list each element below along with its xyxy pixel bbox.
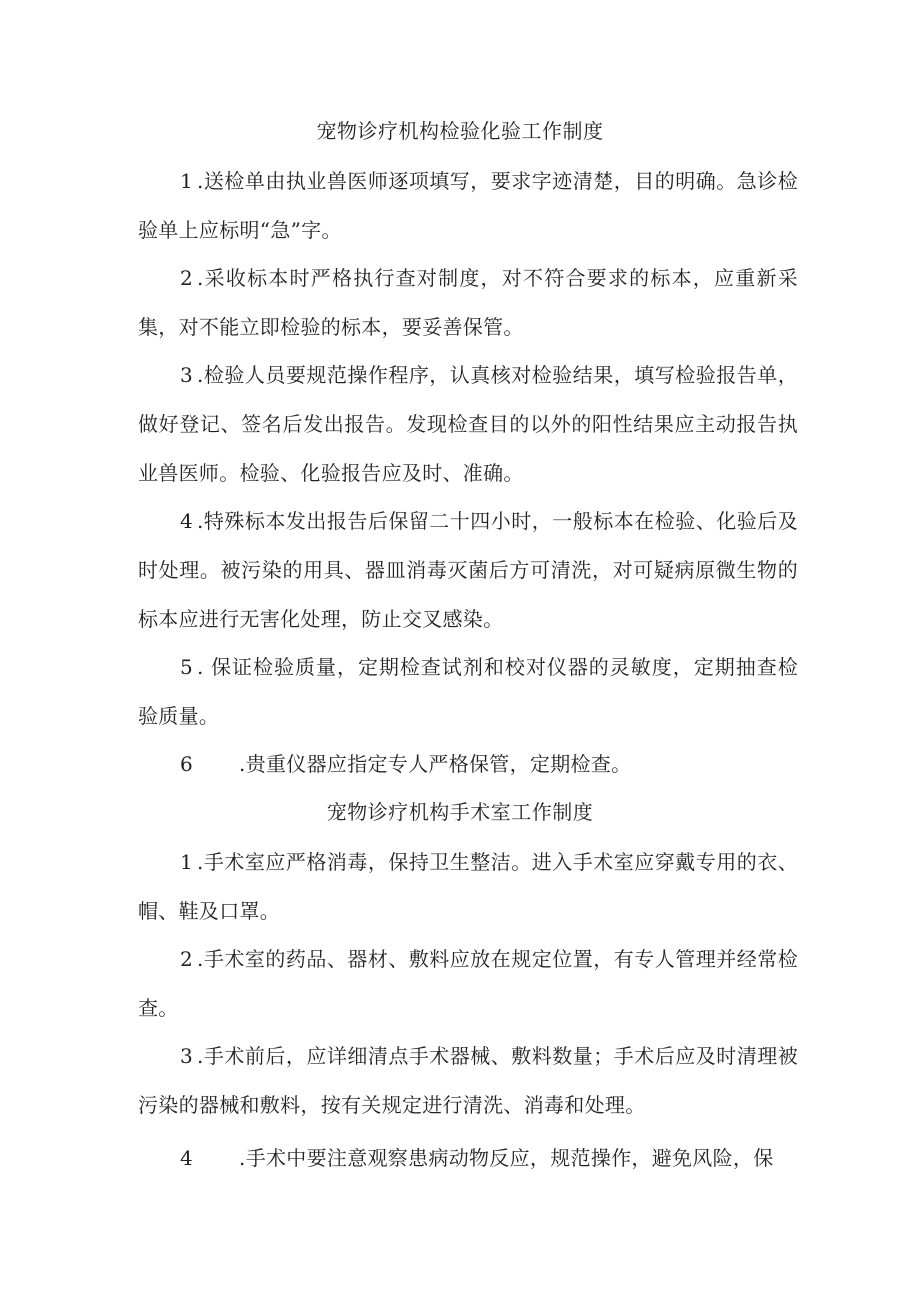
item-text: . 保证检验质量，定期检查试剂和校对仪器的灵敏度，定期抽查检验质量。	[138, 655, 798, 728]
item-number: 3	[180, 363, 194, 387]
item-number: 1	[180, 850, 194, 874]
list-item	[138, 838, 798, 936]
item-number: 4	[180, 1146, 194, 1170]
item-text: .手术室的药品、器材、敷料应放在规定位置，有专人管理并经常检查。	[138, 947, 798, 1020]
list-item	[138, 1134, 798, 1183]
list-item	[138, 935, 798, 1033]
list-item	[138, 740, 798, 789]
list-item	[138, 497, 798, 644]
list-item	[138, 643, 798, 741]
item-number: 6	[180, 752, 194, 776]
section-title-lab: 宠物诊疗机构检验化验工作制度	[316, 119, 604, 143]
item-number: 1	[180, 169, 194, 193]
item-text: .送检单由执业兽医师逐项填写，要求字迹清楚，目的明确。急诊检验单上应标明“急”字。	[138, 169, 798, 242]
item-number: 2	[180, 266, 194, 290]
item-text: .手术前后，应详细清点手术器械、敷料数量；手术后应及时清理被污染的器械和敷料，按有关规定进行清洗、消毒和处理。	[138, 1044, 798, 1117]
item-number: 4	[180, 509, 194, 533]
item-number: 2	[180, 947, 194, 971]
list-item	[138, 157, 798, 255]
section-title-surgery: 宠物诊疗机构手术室工作制度	[326, 800, 594, 824]
item-text: .特殊标本发出报告后保留二十四小时，一般标本在检验、化验后及时处理。被污染的用具、器皿消毒灭菌后方可清洗，对可疑病原微生物的标本应进行无害化处理，防止交叉感染。	[138, 509, 798, 631]
item-text: .检验人员要规范操作程序，认真核对检验结果，填写检验报告单，做好登记、签名后发出报告。发现检查目的以外的阳性结果应主动报告执业兽医师。检验、化验报告应及时、准确。	[138, 363, 798, 485]
item-number: 3	[180, 1044, 194, 1068]
list-item	[138, 254, 798, 352]
list-item	[138, 1032, 798, 1130]
item-text: .手术室应严格消毒，保持卫生整洁。进入手术室应穿戴专用的衣、帽、鞋及口罩。	[138, 850, 798, 923]
list-item	[138, 351, 798, 498]
item-text: .采收标本时严格执行查对制度，对不符合要求的标本，应重新采集，对不能立即检验的标本，要妥善保管。	[138, 266, 798, 339]
item-number: 5	[180, 655, 194, 679]
item-text: .手术中要注意观察患病动物反应，规范操作，避免风险，保	[239, 1146, 774, 1170]
item-text: .贵重仪器应指定专人严格保管，定期检查。	[239, 752, 632, 776]
